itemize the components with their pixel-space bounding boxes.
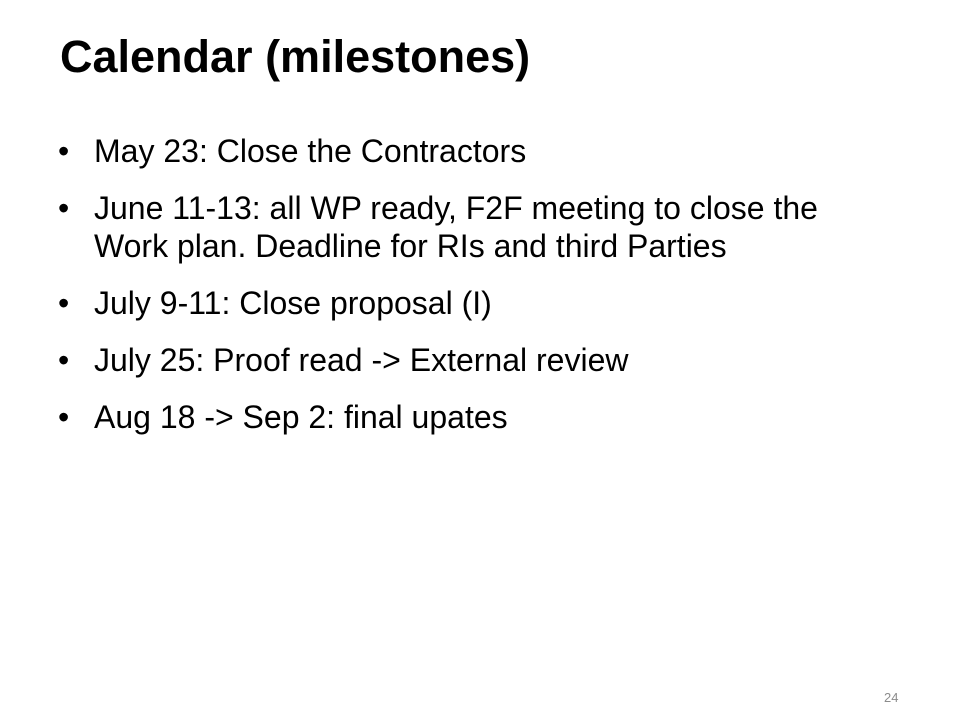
bullet-item (58, 189, 858, 265)
bullet-item (58, 132, 858, 170)
bullet-text: July 9-11: Close proposal (I) (94, 285, 492, 321)
bullet-dot: • (58, 342, 70, 378)
bullet-dot: • (58, 133, 70, 169)
bullet-dot: • (58, 285, 70, 321)
bullet-item (58, 341, 858, 379)
bullet-item (58, 398, 858, 436)
bullet-item (58, 284, 858, 322)
bullet-text: Aug 18 -> Sep 2: final upates (94, 399, 508, 435)
bullet-text: May 23: Close the Contractors (94, 133, 527, 169)
page-number: 24 (884, 690, 899, 705)
slide-title: Calendar (milestones) (60, 31, 531, 82)
bullet-dot: • (58, 190, 70, 226)
bullet-dot: • (58, 399, 70, 435)
bullet-list (58, 132, 858, 455)
bullet-text: June 11-13: all WP ready, F2F meeting to close the Work plan. Deadline for RIs and third Parties (94, 190, 818, 264)
bullet-text: July 25: Proof read -> External review (94, 342, 629, 378)
